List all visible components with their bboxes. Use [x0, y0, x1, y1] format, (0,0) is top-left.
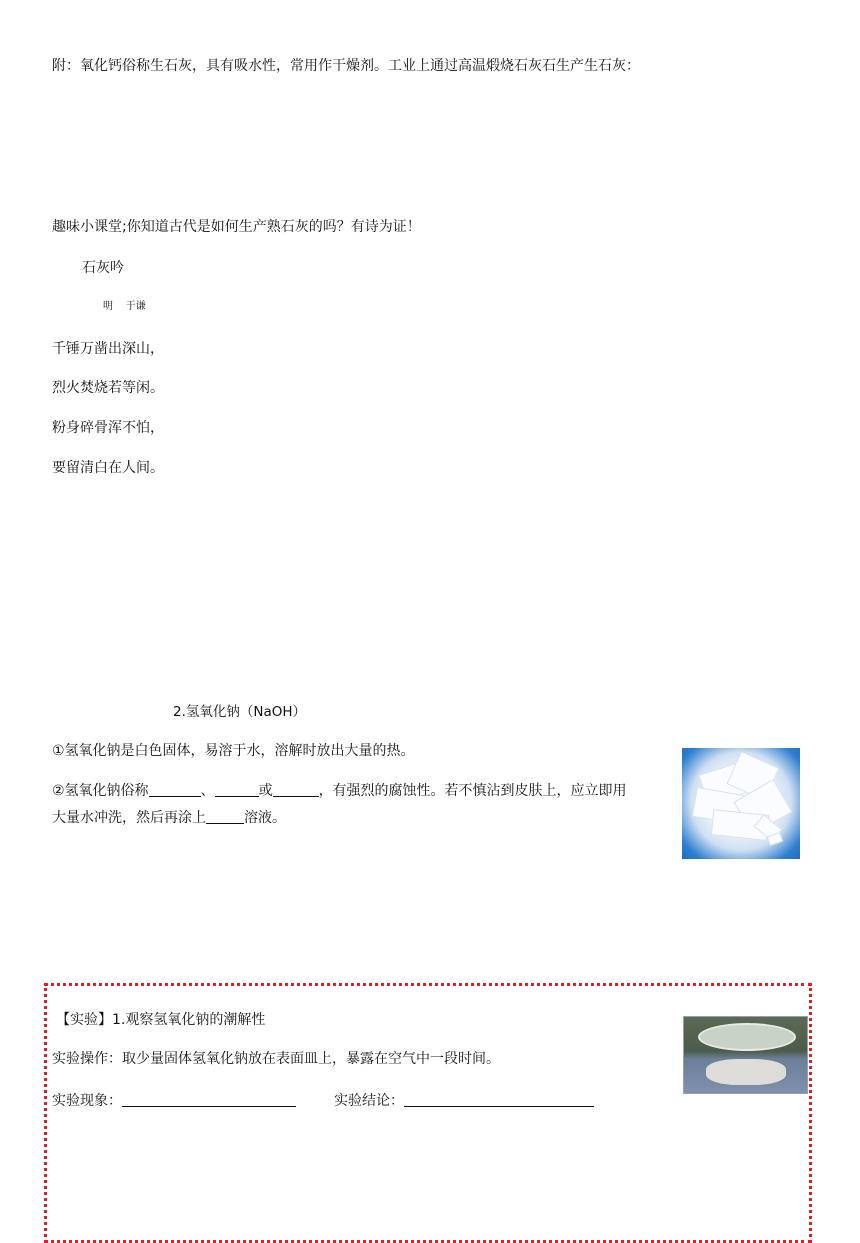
poem-line: 要留清白在人间。 — [52, 460, 164, 476]
experiment-results-row — [52, 1091, 594, 1111]
poem-title: 石灰吟 — [82, 260, 124, 276]
naoh-property-1: ①氢氧化钠是白色固体，易溶于水，溶解时放出大量的热。 — [52, 743, 415, 759]
conclusion-blank[interactable] — [404, 1092, 594, 1107]
naoh-property-2 — [52, 781, 627, 801]
experiment-operation: 实验操作：取少量固体氢氧化钠放在表面皿上，暴露在空气中一段时间。 — [52, 1051, 500, 1067]
fill-blank[interactable] — [215, 782, 259, 797]
text: 、 — [200, 783, 215, 799]
text: 或 — [258, 783, 273, 799]
fill-blank[interactable] — [149, 782, 201, 797]
section-heading: 2.氢氧化钠（NaOH） — [173, 704, 307, 720]
watch-glass-photo — [683, 1016, 808, 1094]
poem-line: 千锤万凿出深山， — [52, 341, 164, 357]
phenomenon-blank[interactable] — [122, 1092, 296, 1107]
text: ，有强烈的腐蚀性。若不慎沾到皮肤上，应立即用 — [318, 783, 627, 799]
text: 大量水冲洗，然后再涂上 — [52, 810, 206, 826]
conclusion-label: 实验结论： — [334, 1093, 404, 1109]
fun-class-text: 趣味小课堂;你知道古代是如何生产熟石灰的吗？有诗为证！ — [52, 219, 421, 235]
text: 溶液。 — [244, 810, 286, 826]
text: ②氢氧化钠俗称 — [52, 783, 149, 799]
appendix-text: 附：氧化钙俗称生石灰，具有吸水性，常用作干燥剂。工业上通过高温煅烧石灰石生产生石灰： — [52, 58, 640, 74]
poem-line: 粉身碎骨浑不怕， — [52, 420, 164, 436]
naoh-property-2-cont — [52, 808, 286, 828]
fill-blank[interactable] — [273, 782, 319, 797]
experiment-title: 【实验】1.观察氢氧化钠的潮解性 — [56, 1012, 266, 1028]
poem-line: 烈火焚烧若等闲。 — [52, 380, 164, 396]
phenomenon-label: 实验现象： — [52, 1093, 122, 1109]
naoh-flakes-photo — [682, 748, 800, 859]
fill-blank[interactable] — [206, 809, 244, 824]
poem-author: 明 于谦 — [103, 301, 146, 312]
